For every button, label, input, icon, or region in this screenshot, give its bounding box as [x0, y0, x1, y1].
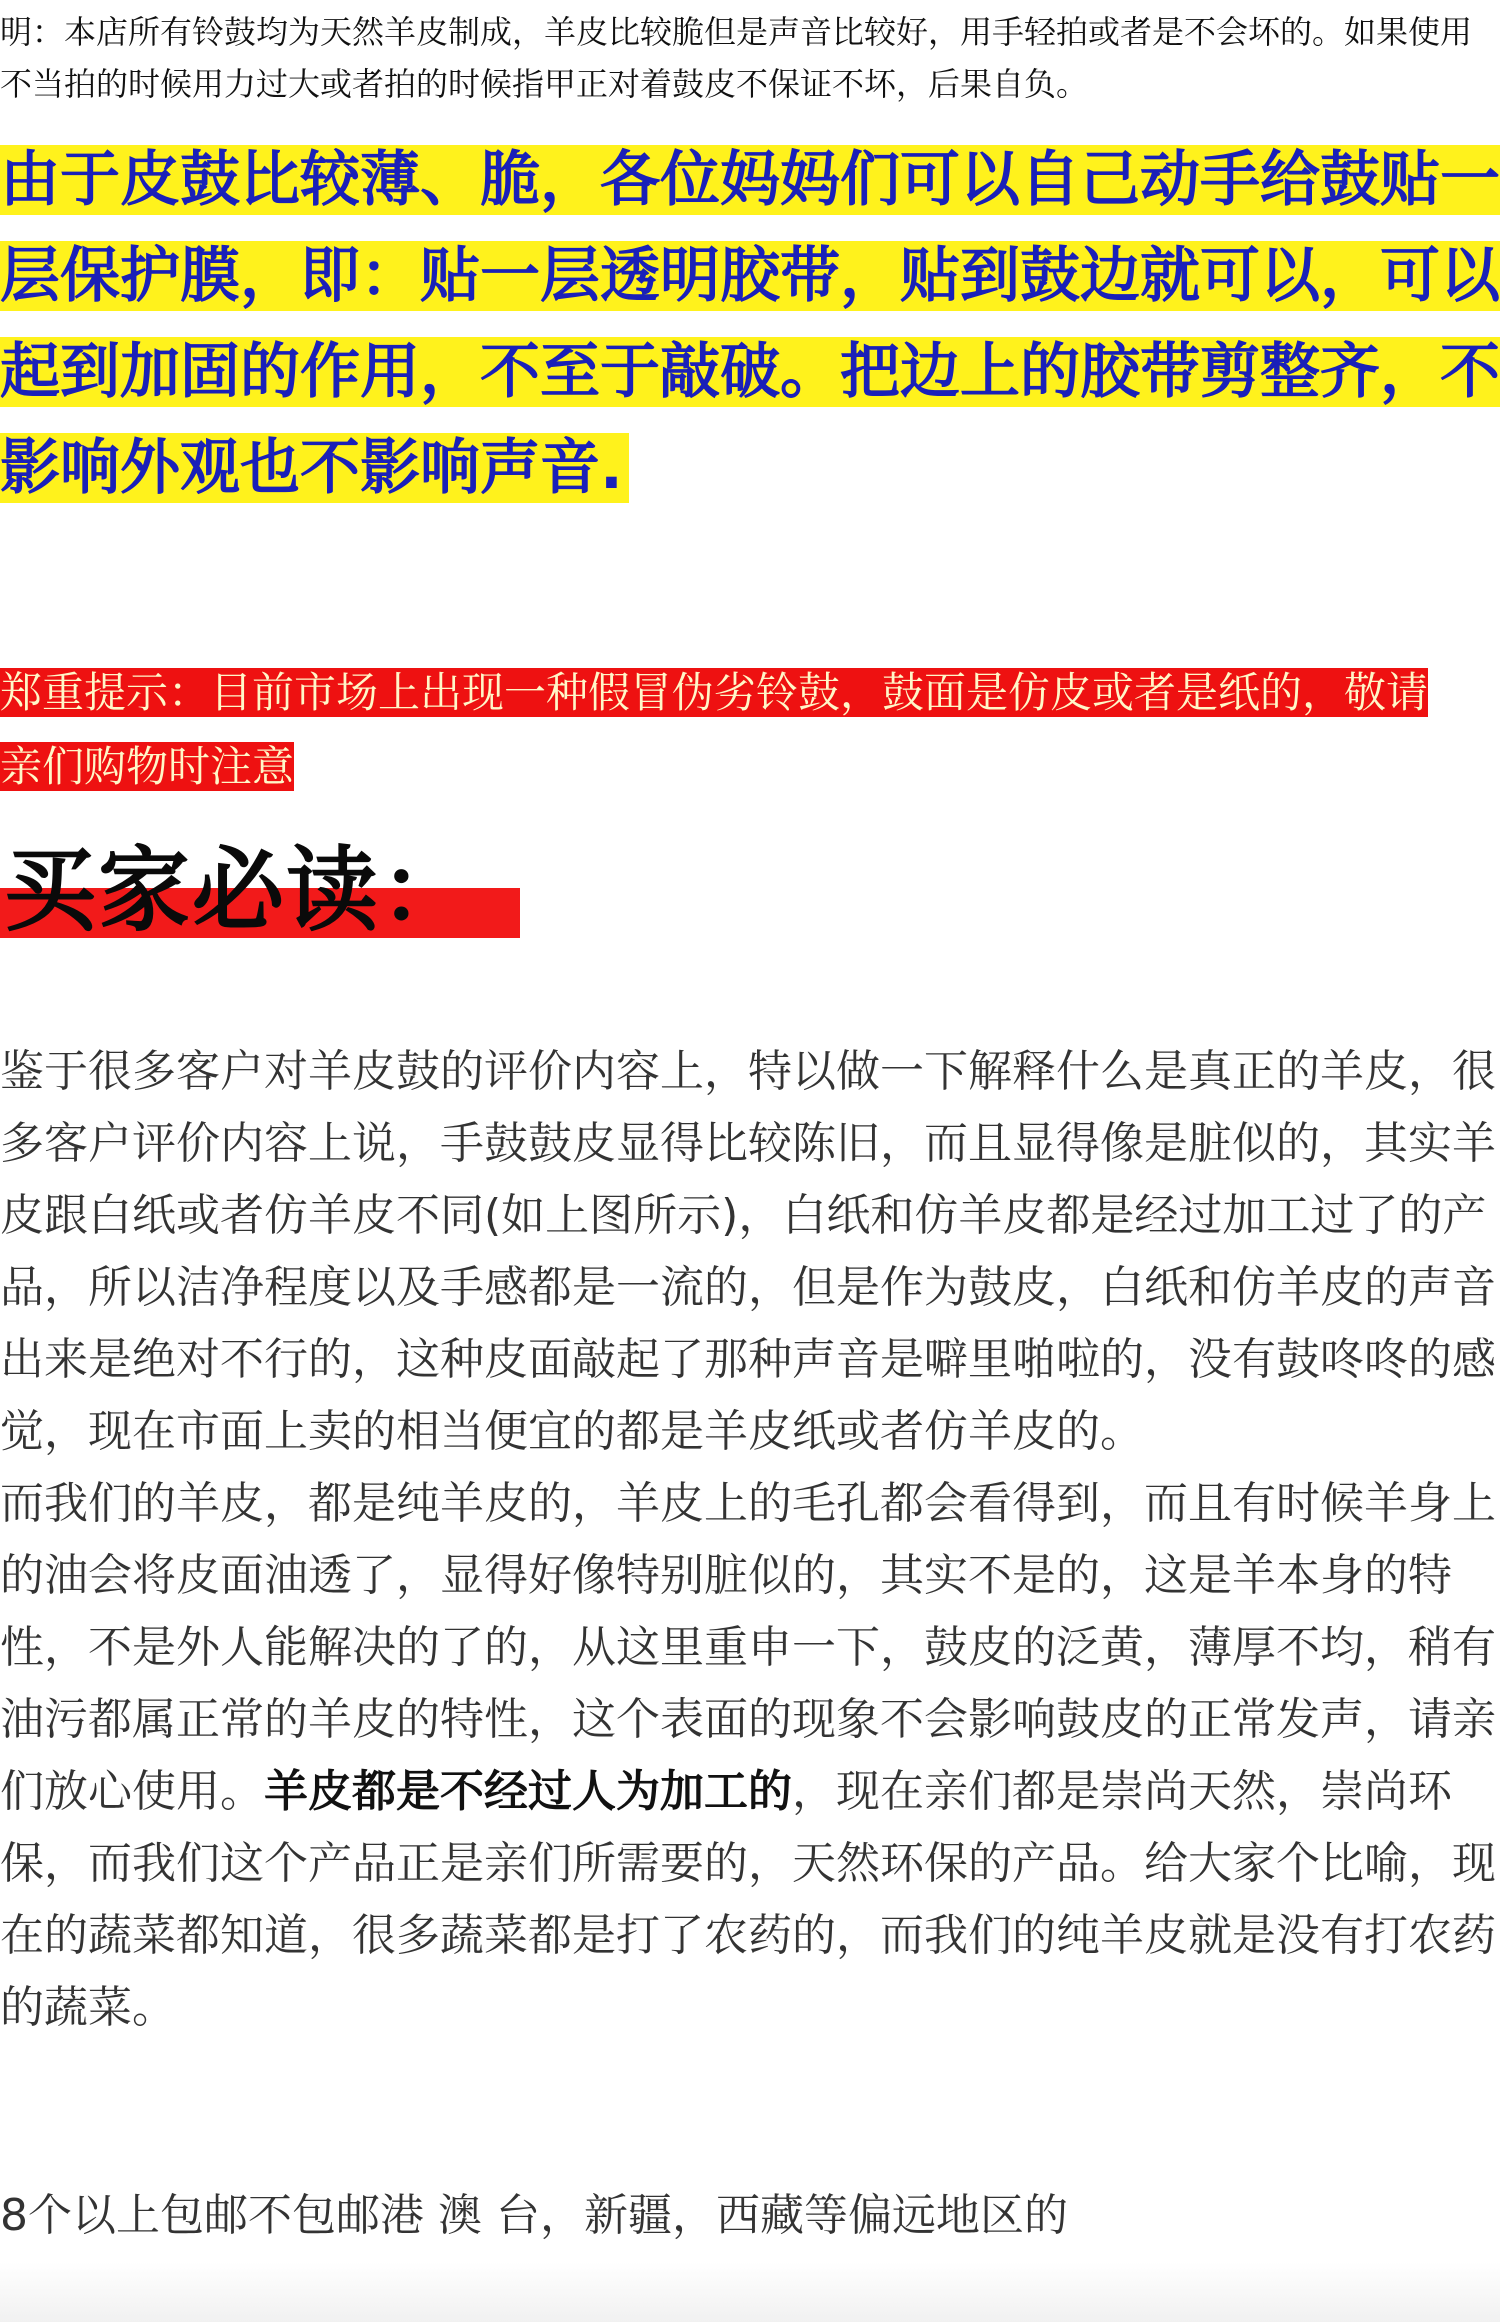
explanation-paragraph-2: [0, 1468, 1500, 2044]
paragraph-2-bold: 羊皮都是不经过人为加工的: [264, 1766, 792, 1817]
warning-highlight: 郑重提示：目前市场上出现一种假冒伪劣铃鼓，鼓面是仿皮或者是纸的，敬请亲们购物时注意: [0, 668, 1429, 791]
heading-text: 买家必读：: [4, 837, 475, 944]
care-notice: 明：本店所有铃鼓均为天然羊皮制成，羊皮比较脆但是声音比较好，用手轻拍或者是不会坏的。如果使用不当拍的时候用力过大或者拍的时候指甲正对着鼓皮不保证不坏，后果自负。: [0, 13, 1473, 103]
explanation-body: [0, 1036, 1500, 2044]
buyer-must-read-heading: [0, 836, 540, 946]
paragraph-2-end: ，现在亲们都是崇尚天然，崇尚环保，而我们这个产品正是亲们所需要的，天然环保的产品。给大家个比喻，现在的蔬菜都知道，很多蔬菜都是打了农药的，而我们的纯羊皮就是没有打农药的蔬菜。: [0, 1766, 1496, 2033]
explanation-paragraph-1: 鉴于很多客户对羊皮鼓的评价内容上，特以做一下解释什么是真正的羊皮，很多客户评价内容上说，手鼓鼓皮显得比较陈旧，而且显得像是脏似的，其实羊皮跟白纸或者仿羊皮不同(如上图所示)，白纸和仿羊皮都是经过加工过了的产品，所以洁净程度以及手感都是一流的，但是作为鼓皮，白纸和仿羊皮的声音出来是绝对不行的，这种皮面敲起了那种声音是噼里啪啦的，没有鼓咚咚的感觉，现在市面上卖的相当便宜的都是羊皮纸或者仿羊皮的。: [0, 1046, 1496, 1457]
shipping-note: 8个以上包邮不包邮港 澳 台，新疆，西藏等偏远地区的: [0, 2190, 1068, 2241]
paragraph-2-start: 而我们的羊皮，都是纯羊皮的，羊皮上的毛孔都会看得到，而且有时候羊身上的油会将皮面油透了，显得好像特别脏似的，其实不是的，这是羊本身的特性，不是外人能解决的了的，从这里重申一下，鼓皮的泛黄，薄厚不均，稍有油污都属正常的羊皮的特性，这个表面的现象不会影响鼓皮的正常发声，请亲们放心使用。: [0, 1478, 1496, 1817]
protective-film-tip: [0, 132, 1500, 516]
counterfeit-warning: [0, 656, 1460, 804]
tip-highlight: 由于皮鼓比较薄、脆，各位妈妈们可以自己动手给鼓贴一层保护膜，即：贴一层透明胶带，贴到鼓边就可以，可以起到加固的作用，不至于敲破。把边上的胶带剪整齐，不影响外观也不影响声音.: [0, 145, 1500, 503]
bottom-fade: [0, 2262, 1500, 2322]
